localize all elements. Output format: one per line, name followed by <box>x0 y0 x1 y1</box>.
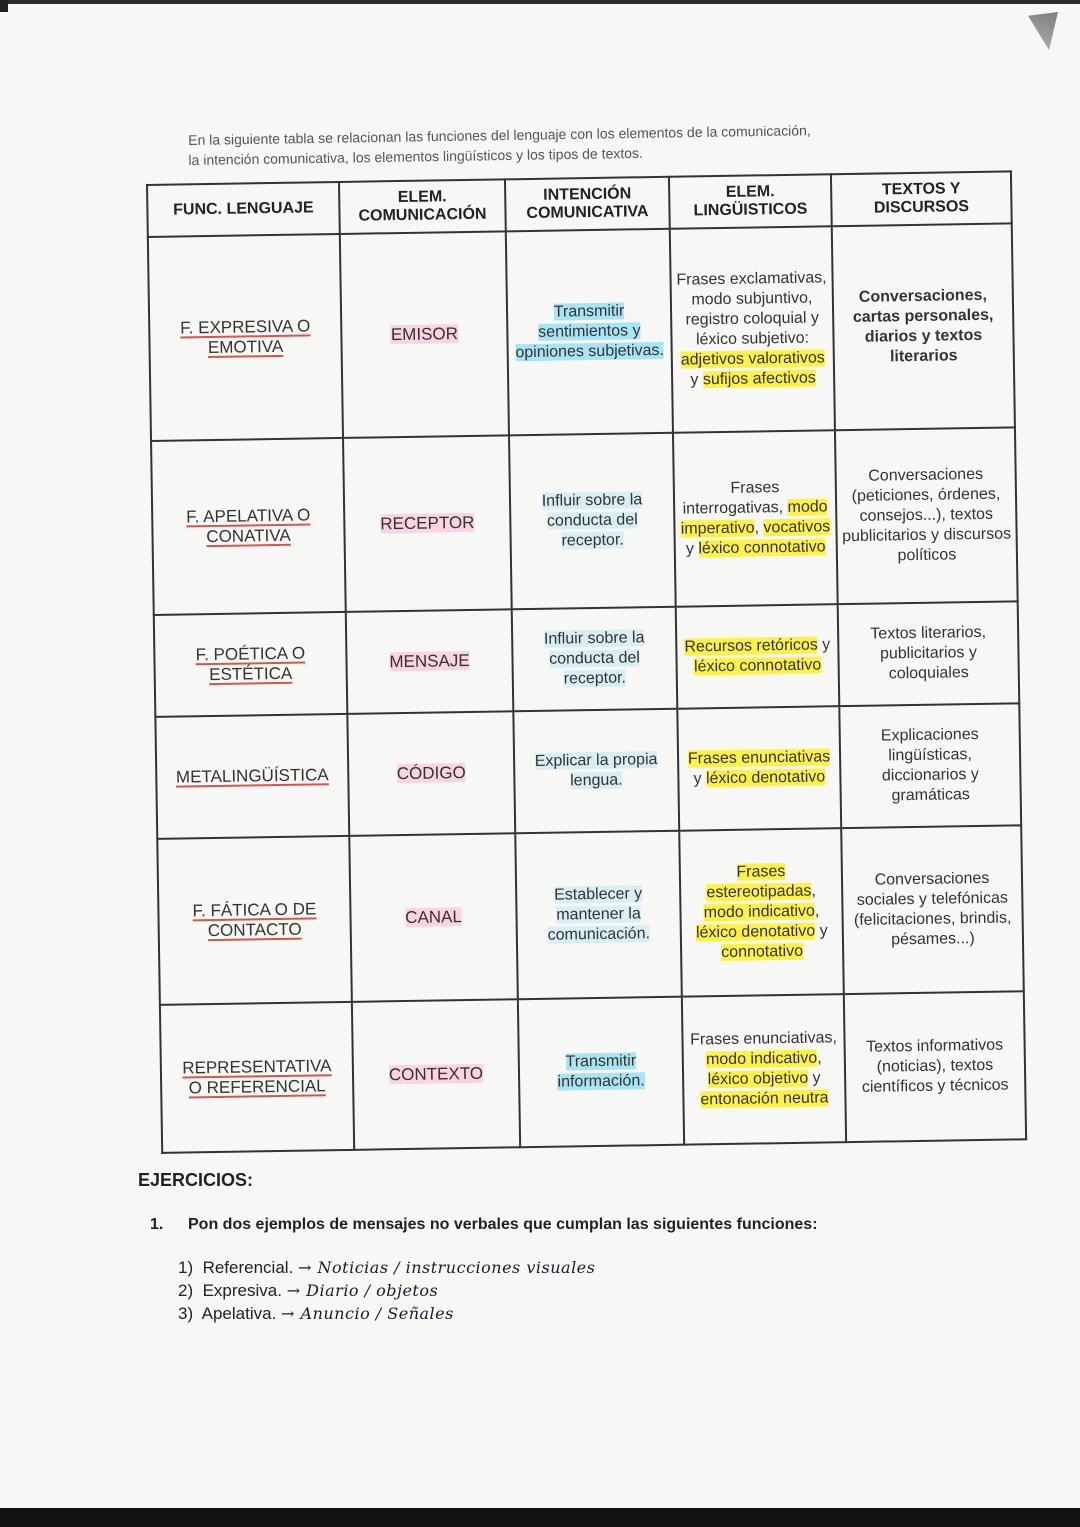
table-row <box>160 991 1026 1153</box>
func-cell: F. EXPRESIVA O EMOTIVA <box>148 234 343 441</box>
question-number: 1. <box>150 1216 164 1233</box>
ling-cell: Frases enunciativas y léxico denotativo <box>677 706 841 831</box>
table-row <box>157 825 1024 1005</box>
intro-line-1: En la siguiente tabla se relacionan las funciones del lenguaje con los elementos de la comunicación, <box>188 122 811 148</box>
exercises-title: EJERCICIOS: <box>138 1170 254 1190</box>
corner-mark <box>0 0 8 12</box>
intent-cell: Influir sobre la conducta del receptor. <box>509 433 676 610</box>
func-cell: F. FÁTICA O DE CONTACTO <box>157 836 352 1005</box>
header-elem: ELEM. COMUNICACIÓN <box>339 179 506 234</box>
intro-line-2: la intención comunicativa, los elementos lingüísticos y los tipos de textos. <box>188 144 643 168</box>
table-row <box>154 601 1019 717</box>
exercise-answers <box>178 1256 595 1325</box>
handwritten-answer: → Noticias / instrucciones visuales <box>298 1258 596 1277</box>
elem-cell: CANAL <box>349 833 518 1002</box>
texts-cell: Explicaciones lingüísticas, diccionarios y gramáticas <box>839 703 1021 828</box>
header-func: FUNC. LENGUAJE <box>147 182 340 237</box>
binder-clip-icon <box>1028 12 1058 50</box>
table-row <box>151 427 1018 615</box>
header-ling: ELEM. LINGÜISTICOS <box>669 174 832 229</box>
intent-cell: Influir sobre la conducta del receptor. <box>512 607 678 712</box>
texts-cell: Textos informativos (noticias), textos científicos y técnicos <box>844 991 1026 1142</box>
list-item: 3) Apelativa. → Anuncio / Señales <box>178 1304 454 1323</box>
elem-cell: EMISOR <box>340 231 509 438</box>
question-text: Pon dos ejemplos de mensajes no verbales que cumplan las siguientes funciones: <box>188 1216 818 1233</box>
texts-cell: Conversaciones (peticiones, órdenes, consejos...), textos publicitarios y discursos políticos <box>835 427 1018 604</box>
intent-cell: Transmitir información. <box>518 997 684 1148</box>
func-cell: REPRESENTATIVA O REFERENCIAL <box>160 1002 354 1153</box>
table-row <box>148 223 1015 441</box>
language-functions-table <box>146 170 1025 1153</box>
intent-cell: Transmitir sentimientos y opiniones subjetivas. <box>506 229 673 436</box>
bottom-edge <box>0 1508 1080 1527</box>
texts-cell: Conversaciones sociales y telefónicas (felicitaciones, brindis, pésames...) <box>841 825 1024 994</box>
header-texts: TEXTOS Y DISCURSOS <box>831 171 1012 226</box>
texts-cell: Textos literarios, publicitarios y coloquiales <box>838 601 1020 706</box>
table-row <box>155 703 1021 839</box>
header-intent: INTENCIÓN COMUNICATIVA <box>505 177 670 232</box>
func-cell: F. POÉTICA O ESTÉTICA <box>154 612 348 717</box>
elem-cell: RECEPTOR <box>343 435 512 612</box>
intent-cell: Establecer y mantener la comunicación. <box>515 831 682 1000</box>
elem-cell: CONTEXTO <box>352 999 520 1150</box>
list-item: 2) Expresiva. → Diario / objetos <box>178 1281 439 1300</box>
list-item: 1) Referencial. → Noticias / instrucciones visuales <box>178 1258 596 1277</box>
func-cell: F. APELATIVA O CONATIVA <box>151 438 346 615</box>
intro-text <box>188 117 1009 170</box>
top-edge <box>0 0 1080 4</box>
handwritten-answer: → Diario / objetos <box>286 1281 439 1300</box>
ling-cell: Frases interrogativas, modo imperativo, vocativos y léxico connotativo <box>673 430 838 607</box>
texts-cell: Conversaciones, cartas personales, diarios y textos literarios <box>832 223 1015 430</box>
handwritten-answer: → Anuncio / Señales <box>281 1304 454 1323</box>
ling-cell: Frases exclamativas, modo subjuntivo, registro coloquial y léxico subjetivo: adjetivos valorativos y sufijos afectivos <box>670 226 835 433</box>
intent-cell: Explicar la propia lengua. <box>513 709 679 834</box>
ling-cell: Recursos retóricos y léxico connotativo <box>676 604 840 709</box>
elem-cell: CÓDIGO <box>347 711 515 836</box>
ling-cell: Frases estereotipadas, modo indicativo, léxico denotativo y connotativo <box>679 828 844 997</box>
ling-cell: Frases enunciativas, modo indicativo, léxico objetivo y entonación neutra <box>682 994 846 1145</box>
func-cell: METALINGÜÍSTICA <box>155 714 349 839</box>
exercise-question <box>150 1216 818 1234</box>
elem-cell: MENSAJE <box>346 609 514 714</box>
